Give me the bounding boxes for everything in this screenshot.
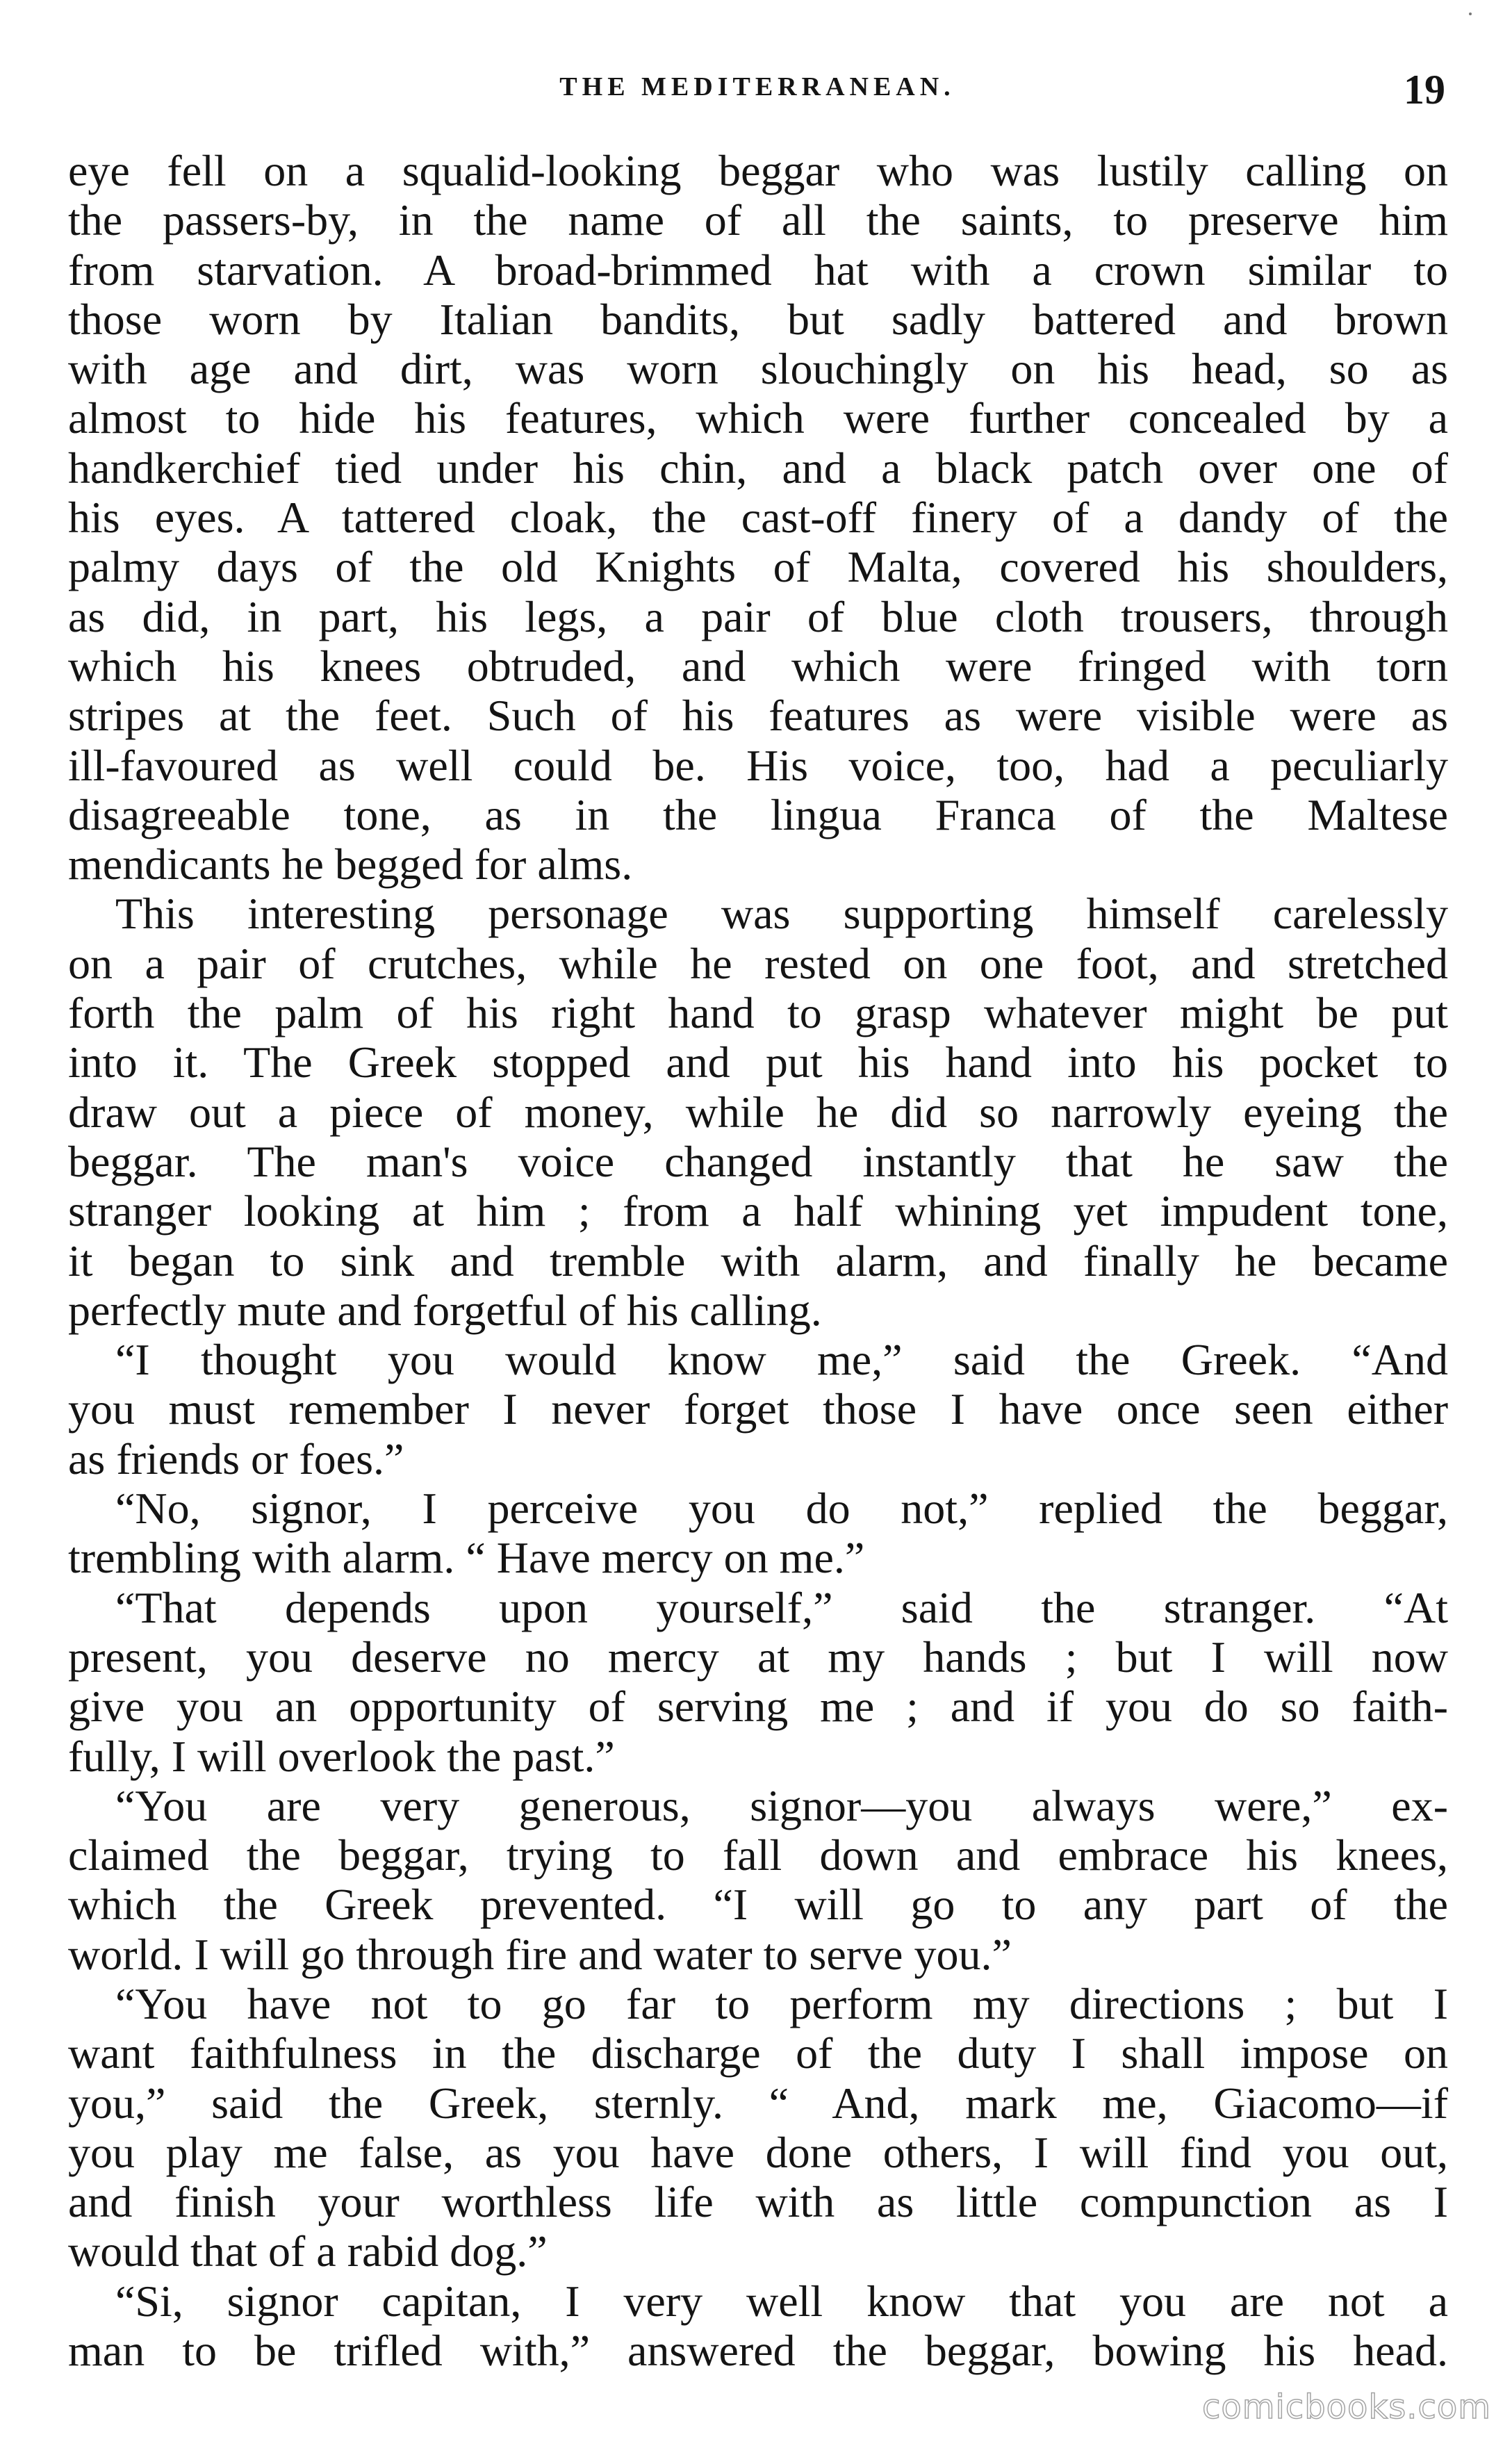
text-line: from starvation. A broad-brimmed hat with a crown similar to	[68, 245, 1448, 295]
running-title: THE MEDITERRANEAN.	[559, 72, 955, 101]
text-line: “Si, signor capitan, I very well know that you are not a	[115, 2276, 1448, 2326]
text-line: disagreeable tone, as in the lingua Franca of the Maltese	[68, 789, 1448, 839]
text-line: as friends or foes.”	[68, 1434, 404, 1484]
text-line: as did, in part, his legs, a pair of blue cloth trousers, through	[68, 591, 1448, 641]
text-line: fully, I will overlook the past.”	[68, 1731, 615, 1781]
text-line: beggar. The man's voice changed instantly that he saw the	[68, 1136, 1448, 1186]
text-line: handkerchief tied under his chin, and a black patch over one of	[68, 443, 1448, 493]
text-line: with age and dirt, was worn slouchingly on his head, so as	[68, 344, 1448, 394]
text-line: stripes at the feet. Such of his features as were visible were as	[68, 691, 1448, 741]
text-line: man to be trifled with,” answered the beggar, bowing his head.	[68, 2326, 1448, 2376]
text-line: present, you deserve no mercy at my hands ; but I will now	[68, 1632, 1448, 1682]
text-line: it began to sink and tremble with alarm, and finally he became	[68, 1236, 1448, 1286]
text-line: into it. The Greek stopped and put his hand into his pocket to	[68, 1037, 1448, 1087]
text-line: palmy days of the old Knights of Malta, covered his shoulders,	[68, 542, 1448, 592]
text-line: and finish your worthless life with as little compunction as I	[68, 2177, 1448, 2227]
text-line: “I thought you would know me,” said the Greek. “And	[115, 1335, 1448, 1385]
text-line: give you an opportunity of serving me ; and if you do so faith-	[68, 1682, 1448, 1732]
text-line: you,” said the Greek, sternly. “ And, mark me, Giacomo—if	[68, 2078, 1448, 2128]
text-line: world. I will go through fire and water to serve you.”	[68, 1929, 1012, 1979]
text-line: almost to hide his features, which were further concealed by a	[68, 393, 1448, 443]
text-line: “You are very generous, signor—you always were,” ex-	[115, 1780, 1448, 1830]
text-line: on a pair of crutches, while he rested on one foot, and stretched	[68, 938, 1448, 988]
text-line: “That depends upon yourself,” said the stranger. “At	[115, 1582, 1448, 1632]
body-text	[68, 146, 1448, 2375]
text-line: which the Greek prevented. “I will go to any part of the	[68, 1880, 1448, 1930]
text-line: eye fell on a squalid-looking beggar who was lustily calling on	[68, 146, 1448, 195]
text-line: This interesting personage was supporting himself carelessly	[115, 889, 1448, 939]
text-line: you must remember I never forget those I have once seen either	[68, 1384, 1448, 1434]
text-line: the passers-by, in the name of all the saints, to preserve him	[68, 195, 1448, 245]
text-line: ill-favoured as well could be. His voice, too, had a peculiarly	[68, 740, 1448, 790]
text-line: mendicants he begged for alms.	[68, 839, 633, 889]
text-line: you play me false, as you have done others, I will find you out,	[68, 2127, 1448, 2177]
text-line: “No, signor, I perceive you do not,” replied the beggar,	[115, 1484, 1448, 1534]
text-line: those worn by Italian bandits, but sadly battered and brown	[68, 294, 1448, 344]
text-line: which his knees obtruded, and which were fringed with torn	[68, 641, 1448, 691]
text-line: forth the palm of his right hand to grasp whatever might be put	[68, 988, 1448, 1038]
watermark-logo: comicbooks.com	[1201, 2388, 1491, 2427]
text-line: want faithfulness in the discharge of the duty I shall impose on	[68, 2028, 1448, 2078]
text-line: his eyes. A tattered cloak, the cast-off finery of a dandy of the	[68, 493, 1448, 543]
scan-speck	[1469, 13, 1472, 15]
page-header	[69, 66, 1445, 122]
text-line: claimed the beggar, trying to fall down and embrace his knees,	[68, 1830, 1448, 1880]
text-line: perfectly mute and forgetful of his calling.	[68, 1285, 822, 1335]
text-line: draw out a piece of money, while he did so narrowly eyeing the	[68, 1087, 1448, 1137]
text-line: stranger looking at him ; from a half whining yet impudent tone,	[68, 1186, 1448, 1236]
page-number: 19	[1404, 67, 1445, 113]
text-line: trembling with alarm. “ Have mercy on me.”	[68, 1533, 865, 1583]
text-line: would that of a rabid dog.”	[68, 2226, 548, 2276]
text-line: “You have not to go far to perform my directions ; but I	[115, 1978, 1448, 2028]
